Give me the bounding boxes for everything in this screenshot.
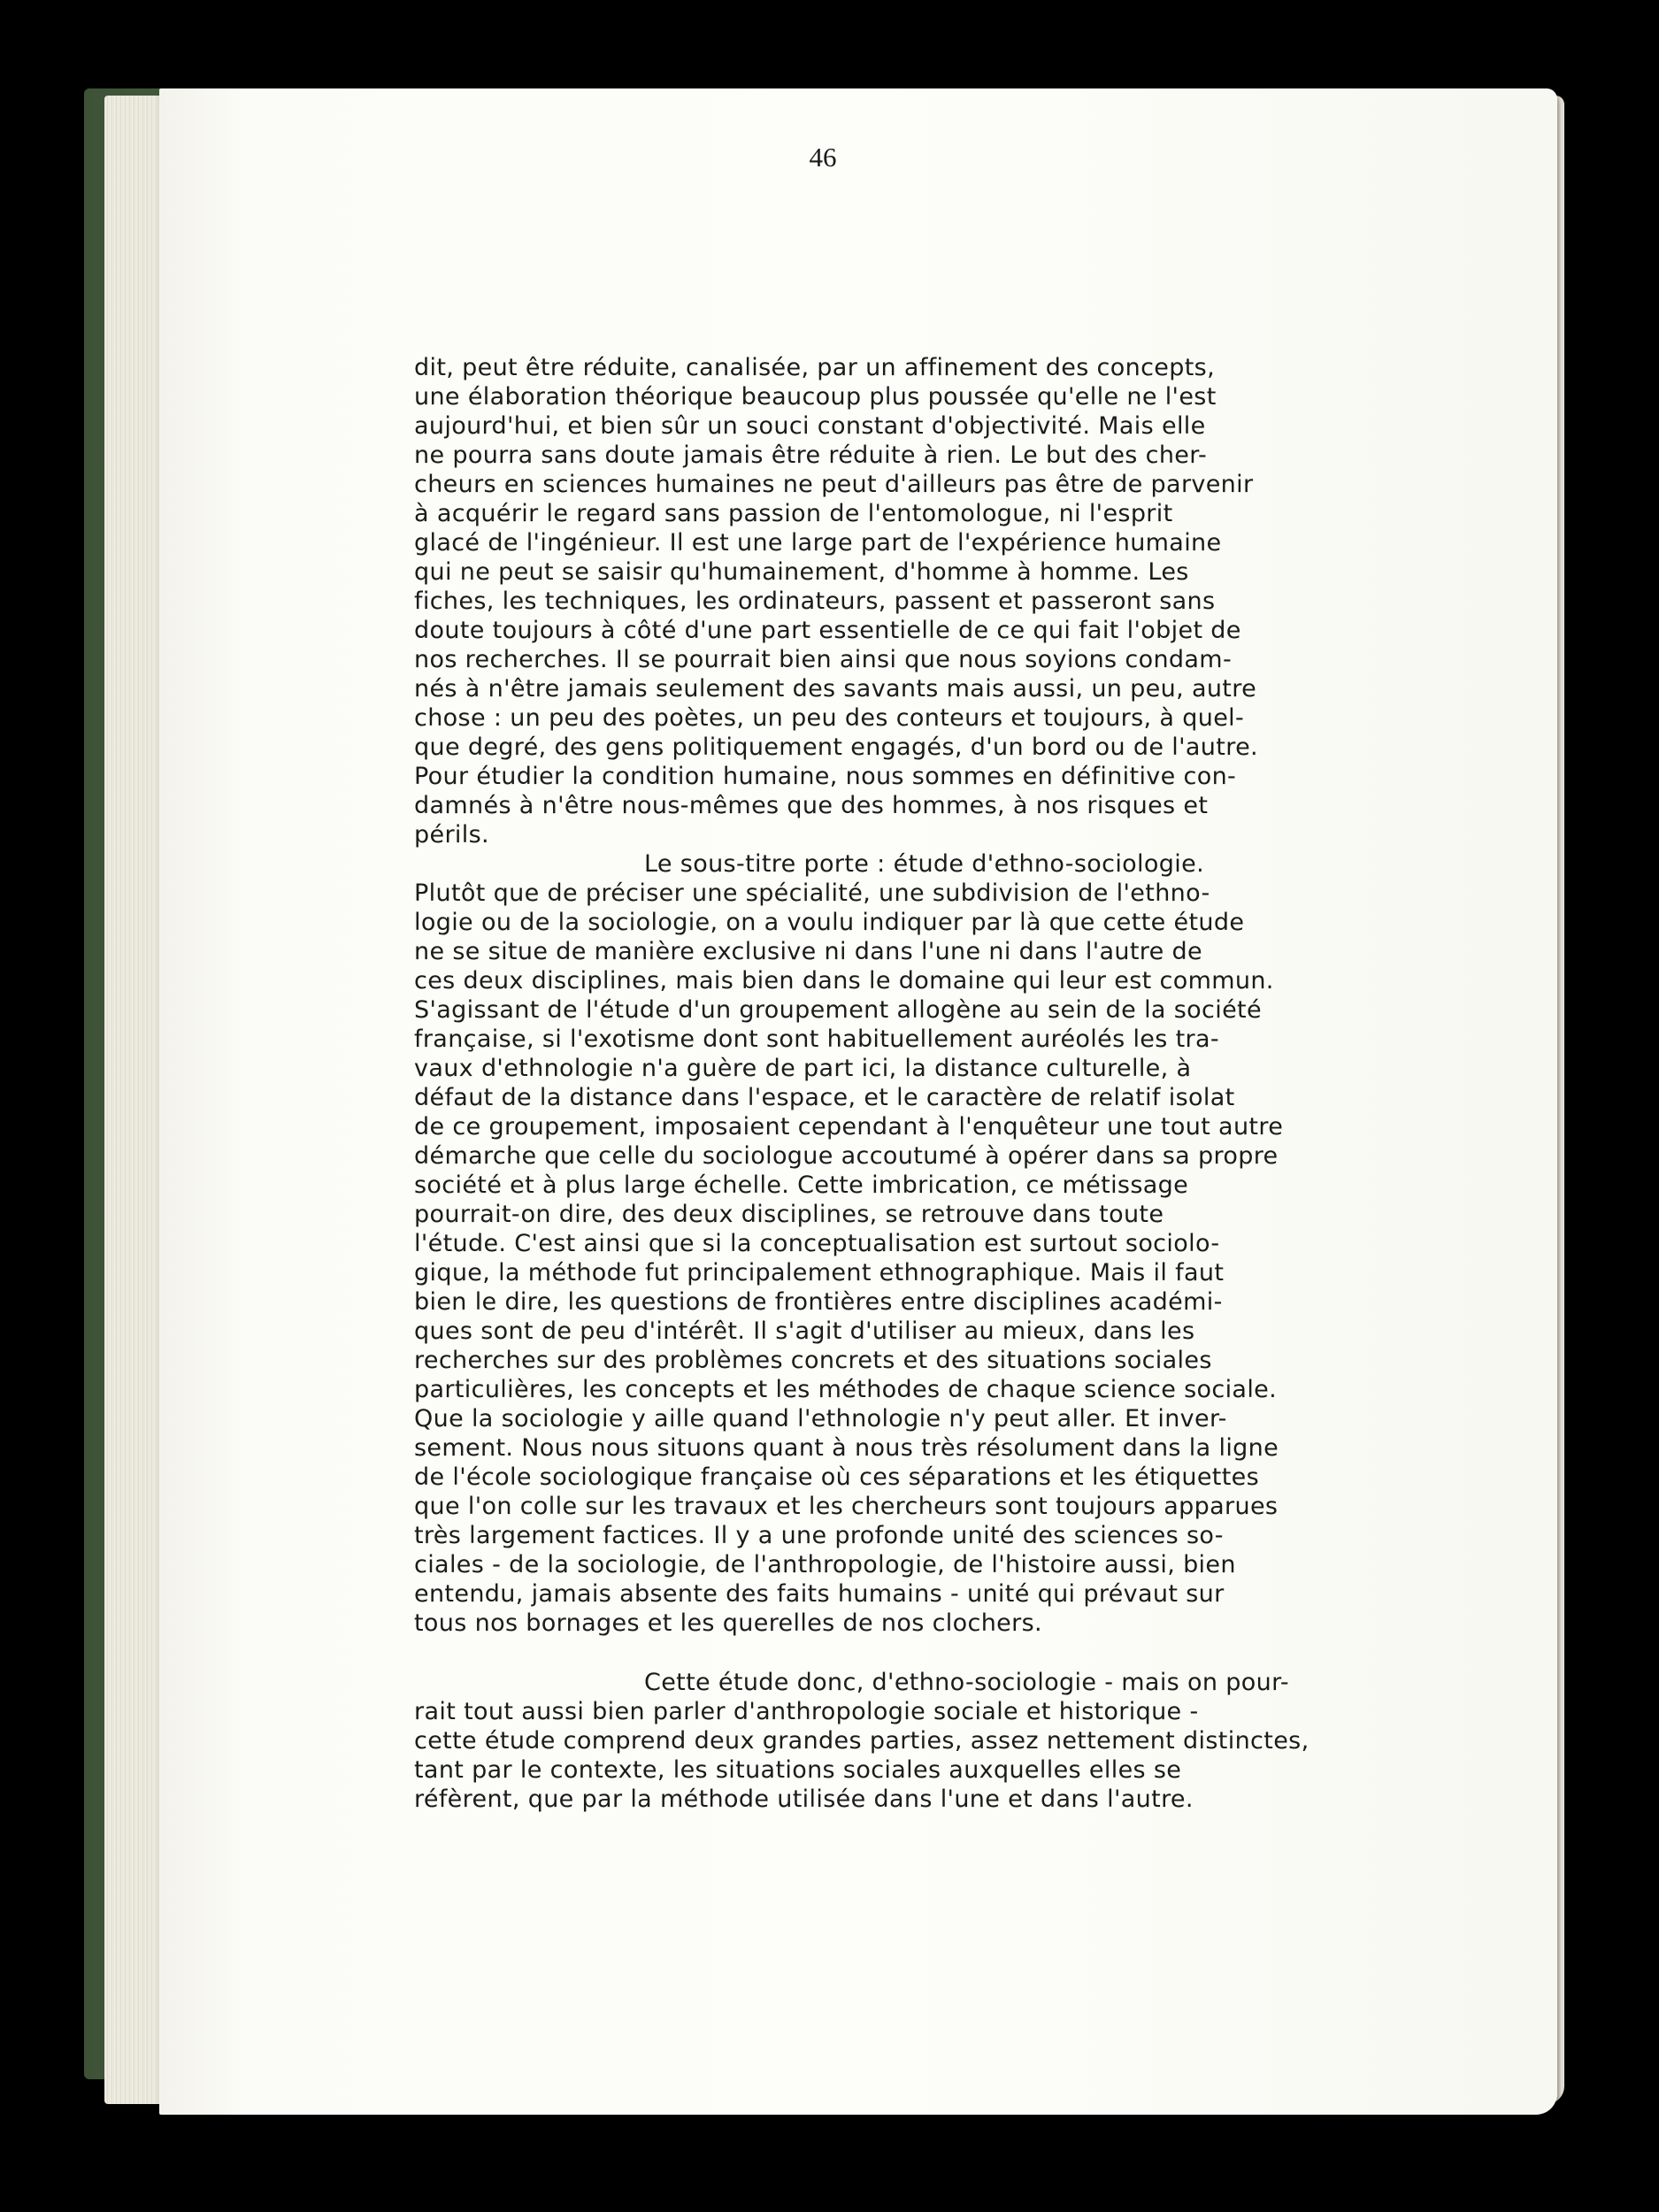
paragraph — [414, 1668, 1310, 1814]
text-line: vaux d'ethnologie n'a guère de part ici, la distance culturelle, à — [414, 1055, 1192, 1082]
text-line: tous nos bornages et les querelles de nos clochers. — [414, 1609, 1042, 1637]
text-line: ces deux disciplines, mais bien dans le domaine qui leur est commun. — [414, 967, 1274, 995]
text-line: de l'école sociologique française où ces séparations et les étiquettes — [414, 1463, 1260, 1491]
text-line: aujourd'hui, et bien sûr un souci constant d'objectivité. Mais elle — [414, 412, 1206, 440]
text-line: qui ne peut se saisir qu'humainement, d'homme à homme. Les — [414, 558, 1189, 586]
text-line: à acquérir le regard sans passion de l'entomologue, ni l'esprit — [414, 500, 1173, 527]
text-line: cette étude comprend deux grandes parties, assez nettement distinctes, — [414, 1727, 1310, 1755]
text-line: société et à plus large échelle. Cette imbrication, ce métissage — [414, 1171, 1189, 1199]
text-line: Plutôt que de préciser une spécialité, une subdivision de l'ethno- — [414, 879, 1210, 907]
text-line: entendu, jamais absente des faits humains - unité qui prévaut sur — [414, 1580, 1225, 1608]
text-line: chose : un peu des poètes, un peu des conteurs et toujours, à quel- — [414, 704, 1245, 732]
paragraph — [414, 849, 1310, 1638]
text-line: Que la sociologie y aille quand l'ethnologie n'y peut aller. Et inver- — [414, 1405, 1227, 1432]
text-line: que l'on colle sur les travaux et les chercheurs sont toujours apparues — [414, 1493, 1279, 1520]
text-line: Le sous-titre porte : étude d'ethno-sociologie. — [644, 850, 1205, 878]
text-line: de ce groupement, imposaient cependant à l'enquêteur une tout autre — [414, 1113, 1284, 1141]
text-line: recherches sur des problèmes concrets et des situations sociales — [414, 1347, 1212, 1374]
text-line: réfèrent, que par la méthode utilisée dans l'une et dans l'autre. — [414, 1786, 1194, 1813]
text-line: ques sont de peu d'intérêt. Il s'agit d'utiliser au mieux, dans les — [414, 1317, 1195, 1345]
text-line: doute toujours à côté d'une part essentielle de ce qui fait l'objet de — [414, 617, 1241, 644]
page-number: 46 — [809, 142, 837, 173]
body-text — [414, 353, 1310, 1814]
text-line: glacé de l'ingénieur. Il est une large part de l'expérience humaine — [414, 529, 1222, 557]
text-line: ne pourra sans doute jamais être réduite à rien. Le but des cher- — [414, 442, 1208, 469]
text-line: ciales - de la sociologie, de l'anthropologie, de l'histoire aussi, bien — [414, 1551, 1236, 1578]
text-line: une élaboration théorique beaucoup plus poussée qu'elle ne l'est — [414, 383, 1217, 411]
text-line: l'étude. C'est ainsi que si la conceptualisation est surtout sociolo- — [414, 1230, 1220, 1257]
text-line: nos recherches. Il se pourrait bien ainsi que nous soyions condam- — [414, 646, 1233, 673]
text-line: ne se situe de manière exclusive ni dans l'une ni dans l'autre de — [414, 938, 1202, 965]
text-line: défaut de la distance dans l'espace, et le caractère de relatif isolat — [414, 1084, 1235, 1111]
text-line: tant par le contexte, les situations sociales auxquelles elles se — [414, 1756, 1182, 1784]
text-line: fiches, les techniques, les ordinateurs, passent et passeront sans — [414, 588, 1216, 615]
text-line: sement. Nous nous situons quant à nous très résolument dans la ligne — [414, 1434, 1279, 1462]
text-line: que degré, des gens politiquement engagés, d'un bord ou de l'autre. — [414, 733, 1258, 761]
text-line: S'agissant de l'étude d'un groupement allogène au sein de la société — [414, 996, 1262, 1024]
text-line: française, si l'exotisme dont sont habituellement auréolés les tra- — [414, 1025, 1219, 1053]
text-line: bien le dire, les questions de frontières entre disciplines académi- — [414, 1288, 1223, 1316]
text-line: Cette étude donc, d'ethno-sociologie - mais on pour- — [644, 1669, 1289, 1696]
text-line: pourrait-on dire, des deux disciplines, se retrouve dans toute — [414, 1201, 1164, 1228]
text-line: dit, peut être réduite, canalisée, par un affinement des concepts, — [414, 354, 1216, 381]
text-line: logie ou de la sociologie, on a voulu indiquer par là que cette étude — [414, 909, 1245, 936]
text-line: démarche que celle du sociologue accoutumé à opérer dans sa propre — [414, 1142, 1279, 1170]
text-line: très largement factices. Il y a une profonde unité des sciences so- — [414, 1522, 1224, 1549]
text-line: particulières, les concepts et les méthodes de chaque science sociale. — [414, 1376, 1278, 1403]
text-line: gique, la méthode fut principalement ethnographique. Mais il faut — [414, 1259, 1225, 1286]
paragraph — [414, 353, 1310, 849]
text-line: nés à n'être jamais seulement des savants mais aussi, un peu, autre — [414, 675, 1257, 703]
paragraph-gap — [414, 1638, 1310, 1668]
text-line: Pour étudier la condition humaine, nous sommes en définitive con- — [414, 763, 1237, 790]
text-line: cheurs en sciences humaines ne peut d'ailleurs pas être de parvenir — [414, 471, 1254, 498]
text-line: rait tout aussi bien parler d'anthropologie sociale et historique - — [414, 1698, 1199, 1725]
text-line: périls. — [414, 821, 489, 849]
text-line: damnés à n'être nous-mêmes que des hommes, à nos risques et — [414, 792, 1209, 819]
